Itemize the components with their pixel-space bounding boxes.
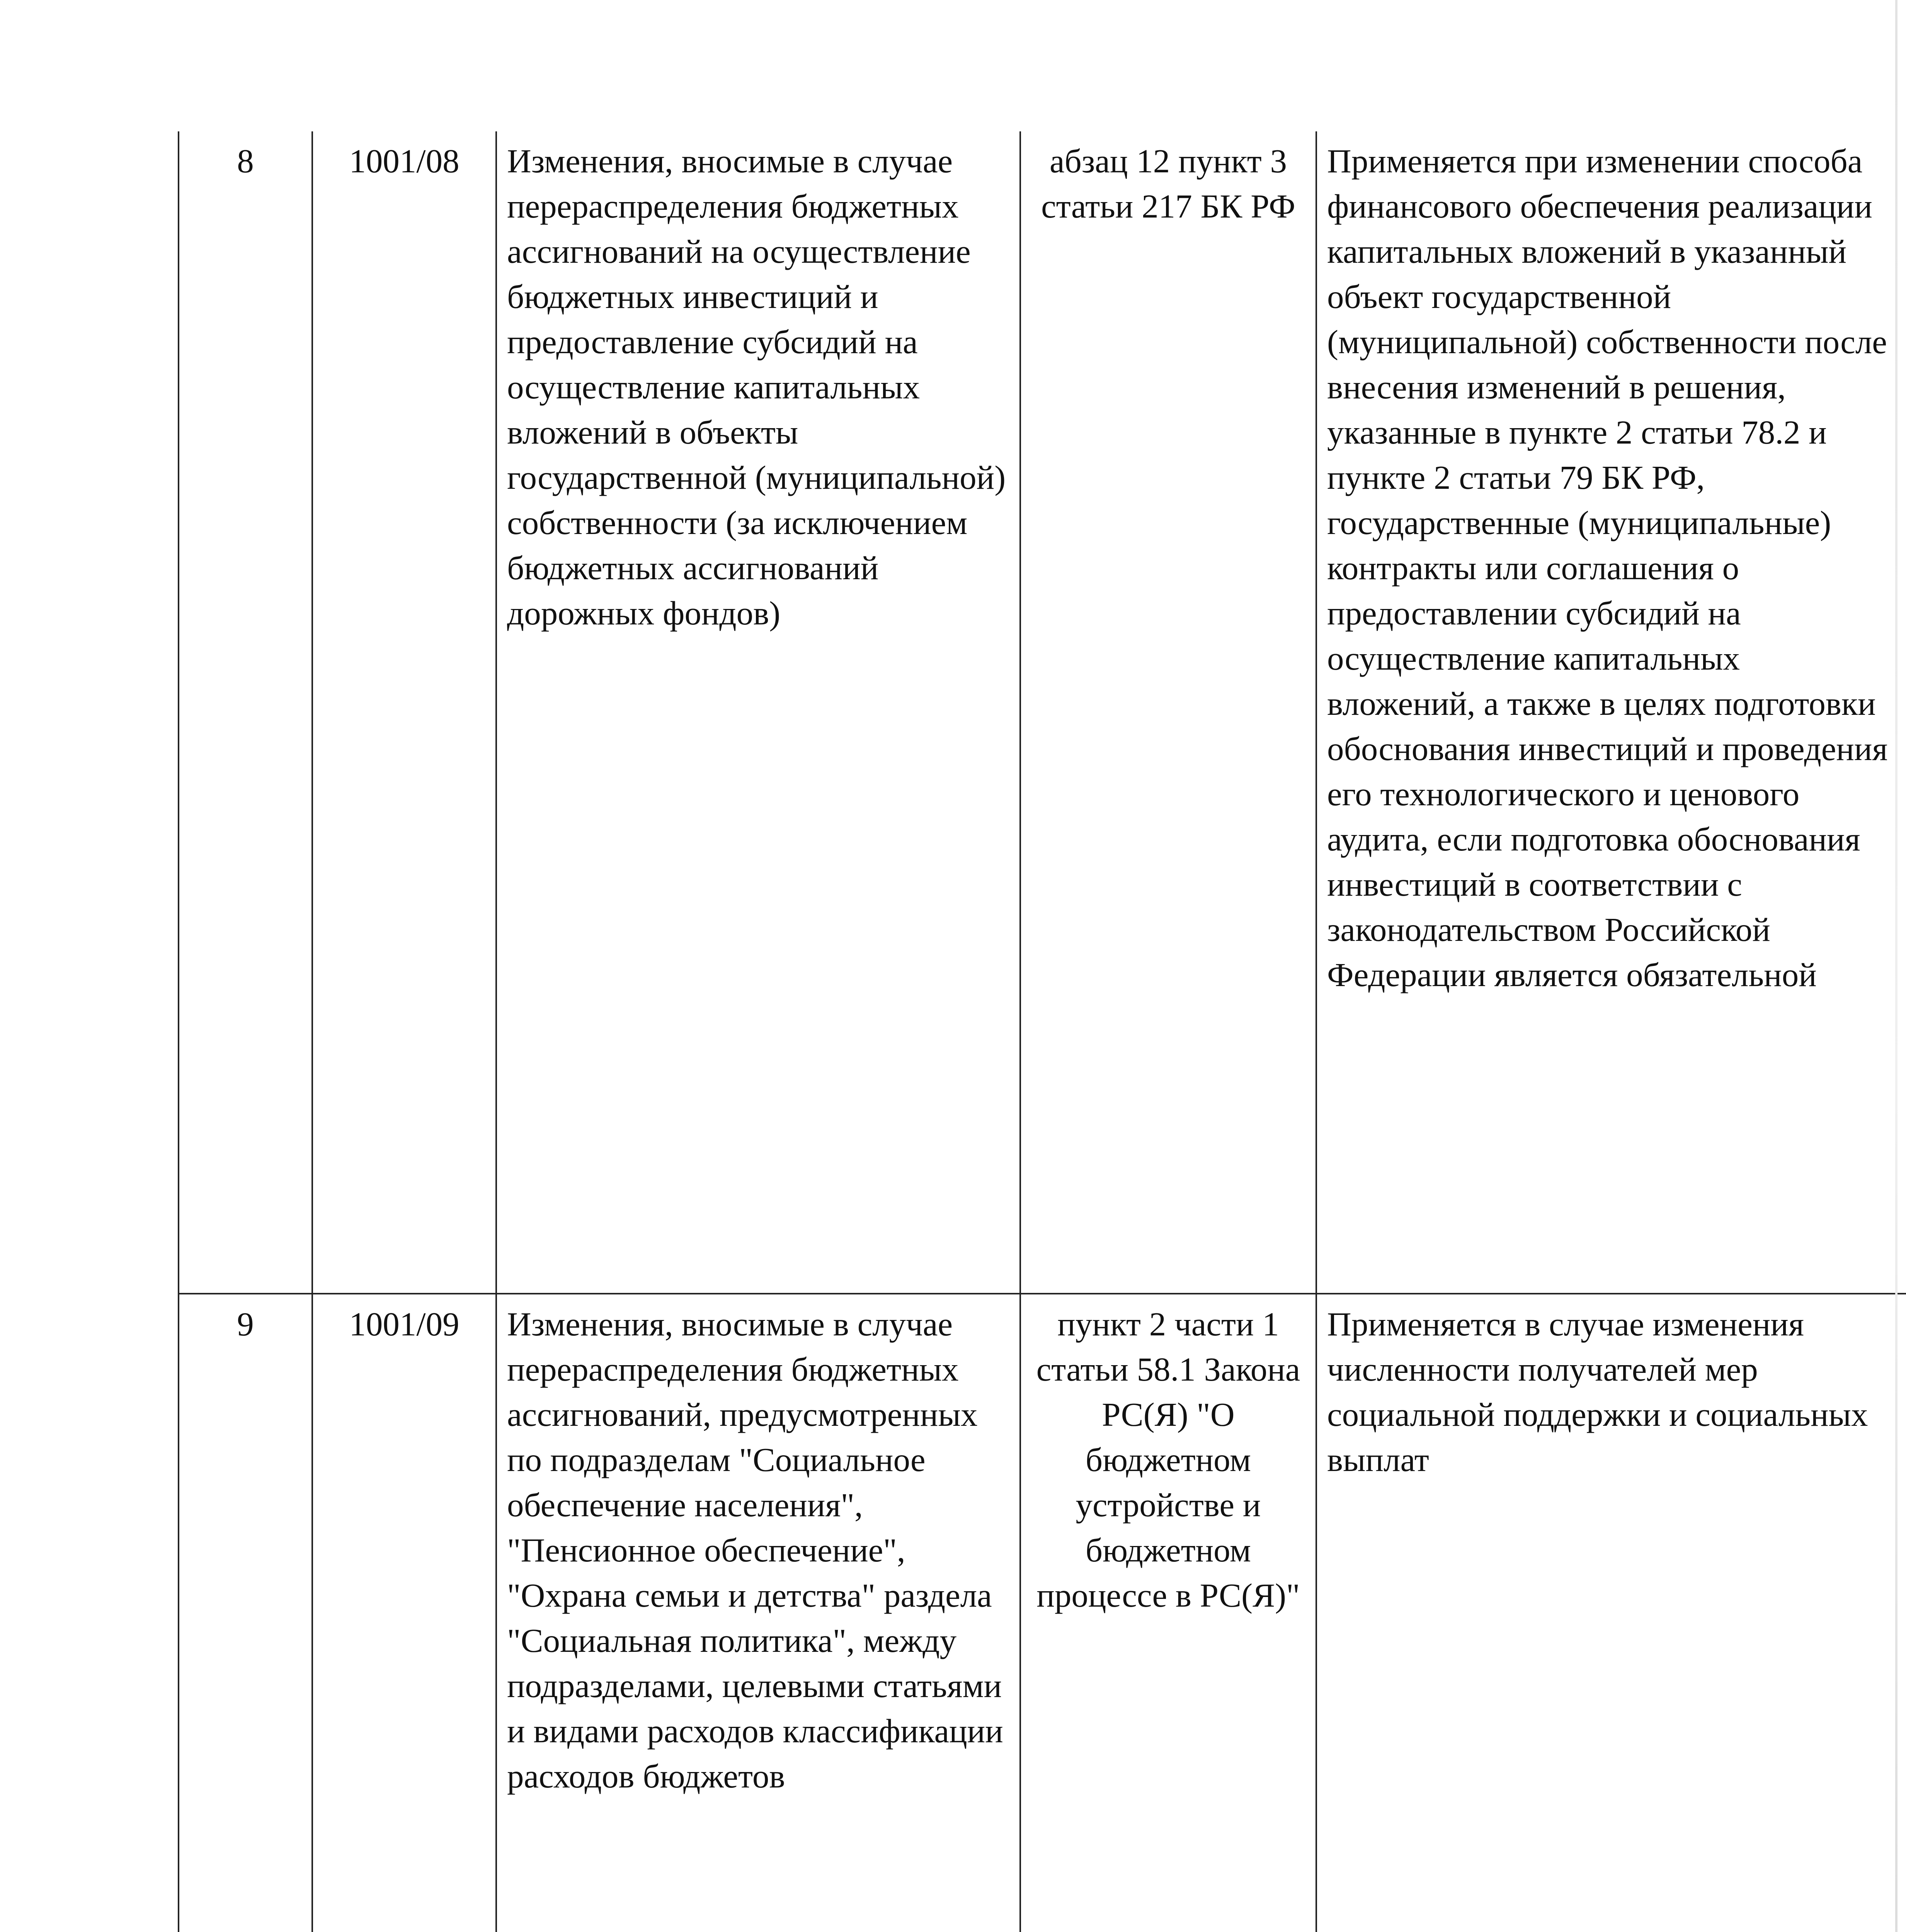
row-number-cell: 8 [179, 131, 312, 1294]
row-legal-basis-cell: абзац 12 пункт 3 статьи 217 БК РФ [1020, 131, 1316, 1294]
row-description-cell: Изменения, вносимые в случае перераспределения бюджетных ассигнований на осуществление бюджетных инвестиций и предоставление субсидий на осуществление капитальных вложений в объекты государственной (муниципальной) собственности (за исключением бюджетных ассигнований дорожных фондов) [496, 131, 1020, 1294]
budget-changes-table [178, 131, 1906, 1932]
row-number-cell: 9 [179, 1294, 312, 1932]
table-row [179, 131, 1906, 1294]
row-application-note-cell: Применяется в случае изменения численности получателей мер социальной поддержки и социальных выплат [1316, 1294, 1906, 1932]
row-application-note-cell: Применяется при изменении способа финансового обеспечения реализации капитальных вложений в указанный объект государственной (муниципальной) собственности после внесения изменений в решения, указанные в пункте 2 статьи 78.2 и пункте 2 статьи 79 БК РФ, государственные (муниципальные) контракты или соглашения о предоставлении субсидий на осуществление капитальных вложений, а также в целях подготовки обоснования инвестиций и проведения его технологического и ценового аудита, если подготовка обоснования инвестиций в соответствии с законодательством Российской Федерации является обязательной [1316, 131, 1906, 1294]
row-code-cell: 1001/09 [312, 1294, 496, 1932]
row-description-cell: Изменения, вносимые в случае перераспределения бюджетных ассигнований, предусмотренных по подразделам "Социальное обеспечение населения", "Пенсионное обеспечение", "Охрана семьи и детства" раздела "Социальная политика", между подразделами, целевыми статьями и видами расходов классификации расходов бюджетов [496, 1294, 1020, 1932]
table-row [179, 1294, 1906, 1932]
row-code-cell: 1001/08 [312, 131, 496, 1294]
row-legal-basis-cell: пункт 2 части 1 статьи 58.1 Закона РС(Я) "О бюджетном устройстве и бюджетном процессе в РС(Я)" [1020, 1294, 1316, 1932]
scan-edge-shadow [1895, 0, 1897, 1932]
